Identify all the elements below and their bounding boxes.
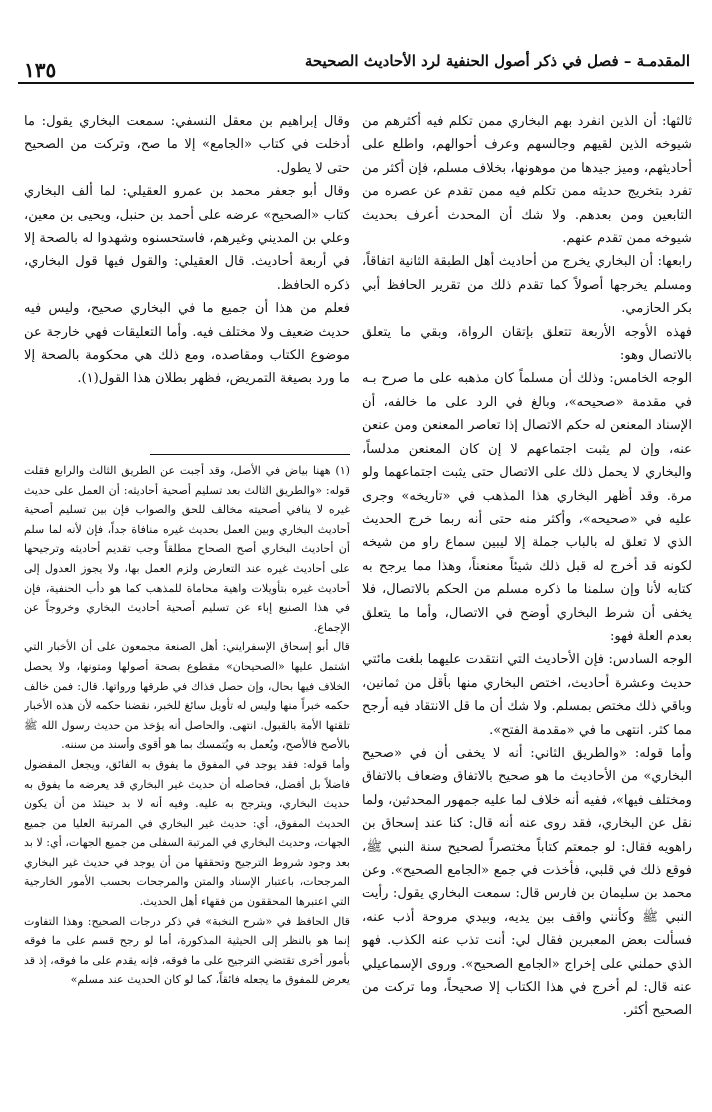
left-column: [24, 110, 350, 1089]
right-column: [362, 110, 692, 1100]
footnote-paragraph: (١) ههنا بياض في الأصل، وقد أجبت عن الطريق الثالث والرابع فقلت قوله: «والطريق الثالث بعد تسليم أصحية أحاديثه: أن العمل على حديث غيره لا ينافي أصحيته مخالف للحق والصواب فإن بين تسليم أصحية أحاديث البخاري وبين العمل بحديث غيره منافاة جداً، فإن لأنه لما سلم أن أحاديث البخاري أصح الصحاح مطلقاً وجب تقديم أحاديثه وترجيحها على أحاديث غيره عند التعارض ولزم العمل بها، ولا يجوز العدول إلى أحاديث غيره بتأويلات واهية محاماة للمذهب كما هو دأب الحنفية، فإن في هذا الصنيع إباء عن تسليم أصحية أحاديث البخاري وخروجاً عن الإجماع.: [24, 464, 350, 634]
footnote-paragraph: وأما قوله: فقد يوجد في المفوق ما يفوق به الفائق، ويجعل المفضول فاضلاً بل أفضل، فحاصله أن حديث غير البخاري قد يعرضه ما يفوق به حديث البخاري، ويترجح به عليه. وفيه أنه لا بد حينئذ من أن يكون الحديث المفوق، أي: حديث غير البخاري في المرتبة العليا من جميع الجهات، وحديث البخاري في المرتبة السفلى من جميع الجهات، أي: لا بد بعد وجود شروط الترجيح وتحققها من أن يوجد في حديث غير البخاري المرجحات، باعتبار الإسناد والمتن والمرجحات بحسب الأمور الخارجية التي اعتبرها المحققون من فقهاء أهل الحديث.: [24, 757, 350, 909]
page-header: [18, 38, 694, 84]
main-text: [24, 110, 350, 448]
paragraph: ثالثها: أن الذين انفرد بهم البخاري ممن تكلم فيه أكثرهم من شيوخه الذين لقيهم وجالسهم وعرف أحوالهم، واطلع على أحاديثهم، وميز جيدها من موهونها، بخلاف مسلم، فإن أكثر من تفرد بتخريج حديثه ممن تكلم فيه ممن تقدم عن عصره من التابعين ومن بعدهم. ولا شك أن المحدث أعرف بحديث شيوخه ممن تقدم عنهم.: [362, 114, 692, 247]
page-number: ١٣٥: [24, 58, 57, 82]
paragraph: فهذه الأوجه الأربعة تتعلق بإتقان الرواة، وبقي ما يتعلق بالاتصال وهو:: [362, 324, 692, 364]
footnote-separator: [150, 454, 350, 455]
footnote-paragraph: قال أبو إسحاق الإسفرايني: أهل الصنعة مجمعون على أن الأخبار التي اشتمل عليها «الصحيحان» مقطوع بصحة أصولها ومتونها، ولا يحصل الخلاف فيها بحال، وإن حصل فذاك في طرقها ورواتها. قال: فمن خالف حكمه خبراً منها وليس له تأويل سائغ للخبر، نقضنا حكمه لأن هذه الأخبار تلقتها الأمة بالقبول. انتهى. والحاصل أنه يؤخذ من حديث رسول الله ﷺ بالأصح فالأصح، ويُعمل به ويُتمسك بما هو أقوى وأسند من سننه.: [24, 640, 350, 752]
paragraph: وأما قوله: «والطريق الثاني: أنه لا يخفى أن في «صحيح البخاري» من الأحاديث ما هو صحيح بالاتفاق وضعاف بالاتفاق ومختلف فيها»، ففيه أنه خلاف لما عليه جمهور المحدثين، ولما نقل عن البخاري، فقد روى عنه أنه قال: كنا عند إسحاق بن راهويه فقال: لو جمعتم كتاباً مختصراً لصحيح سنة النبي ﷺ، فوقع ذلك في قلبي، فأخذت في جمع «الجامع الصحيح». وعن محمد بن سليمان بن فارس قال: سمعت البخاري يقول: رأيت النبي ﷺ وكأنني واقف بين يديه، وبيدي مروحة أذب عنه، فسألت بعض المعبرين فقال لي: أنت تذب عنه الكذب. فهو الذي حملني على إخراج «الجامع الصحيح». وروى الإسماعيلي عنه قال: لم أخرج في هذا الكتاب إلا صحيحاً، وما تركت من الصحيح أكثر.: [362, 745, 692, 1019]
paragraph: فعلم من هذا أن جميع ما في البخاري صحيح، وليس فيه حديث ضعيف ولا مختلف فيه. وأما التعليقات فهي خارجة عن موضوع الكتاب ومقاصده، ومع ذلك هي محكومة بالصحة إلا ما ورد بصيغة التمريض، فظهر بطلان هذا القول(١).: [24, 301, 350, 387]
paragraph: وقال إبراهيم بن معقل النسفي: سمعت البخاري يقول: ما أدخلت في كتاب «الجامع» إلا ما صح، وتركت من الصحيح حتى لا يطول.: [24, 114, 350, 176]
footnote-paragraph: قال الحافظ في «شرح النخبة» في ذكر درجات الصحيح: وهذا التفاوت إنما هو بالنظر إلى الحيثية المذكورة، أما لو رجح قسم على ما فوقه بأمور أخرى تقتضي الترجيح على ما فوقه، فإنه يقدم على ما فوقه، إذ قد يعرض للمفوق ما يجعله فائقاً، كما لو كان الحديث عند مسلم»: [24, 914, 350, 987]
paragraph: الوجه السادس: فإن الأحاديث التي انتقدت عليهما بلغت مائتي حديث وعشرة أحاديث، اختص البخاري منها بأقل من ثمانين، وباقي ذلك مختص بمسلم. ولا شك أن ما قل الانتقاد فيه أرجح مما كثر. انتهى ما في «مقدمة الفتح».: [362, 652, 692, 738]
paragraph: وقال أبو جعفر محمد بن عمرو العقيلي: لما ألف البخاري كتاب «الصحيح» عرضه على أحمد بن حنبل، ويحيى بن معين، وعلي بن المديني وغيرهم، فاستحسنوه وشهدوا له بالصحة إلا في أربعة أحاديث. قال العقيلي: والقول فيها قول البخاري، ذكره الحافظ.: [24, 184, 350, 293]
running-title: المقدمـة – فصل في ذكر أصول الحنفية لرد الأحاديث الصحيحة: [304, 52, 690, 70]
paragraph: الوجه الخامس: وذلك أن مسلماً كان مذهبه على ما صرح بـه في مقدمة «صحيحه»، وبالغ في الرد على ما خالفه، أن الإسناد المعنعن له حكم الاتصال إذا تعاصر المعنعن ومن عنعن عنه، وإن لم يثبت اجتماعهم لا إن كان المعنعن مدلساً، والبخاري لا يحمل ذلك على الاتصال حتى يثبت اجتماعهما ولو مرة. وقد أظهر البخاري هذا المذهب في «تاريخه» وجرى عليه في «صحيحه»، وأكثر منه حتى أنه ربما خرج الحديث الذي لا تعلق له بالباب جملة إلا ليبين سماع راو من شيخه لكونه قد أخرج له قبل ذلك شيئاً معنعناً، وهذا مما يرجح به كتابه لأنا وإن سلمنا ما ذكره مسلم من الحكم بالاتصال، فلا يخفى أن شرط البخاري أوضح في الاتصال، وأما ما يتعلق بعدم العلة فهو:: [362, 371, 692, 644]
paragraph: رابعها: أن البخاري يخرج من أحاديث أهل الطبقة الثانية اتفاقاً، ومسلم يخرجها أصولاً كما تقدم ذلك من تقرير الحافظ أبي بكر الحازمي.: [362, 254, 692, 317]
footnotes: [24, 461, 350, 1089]
